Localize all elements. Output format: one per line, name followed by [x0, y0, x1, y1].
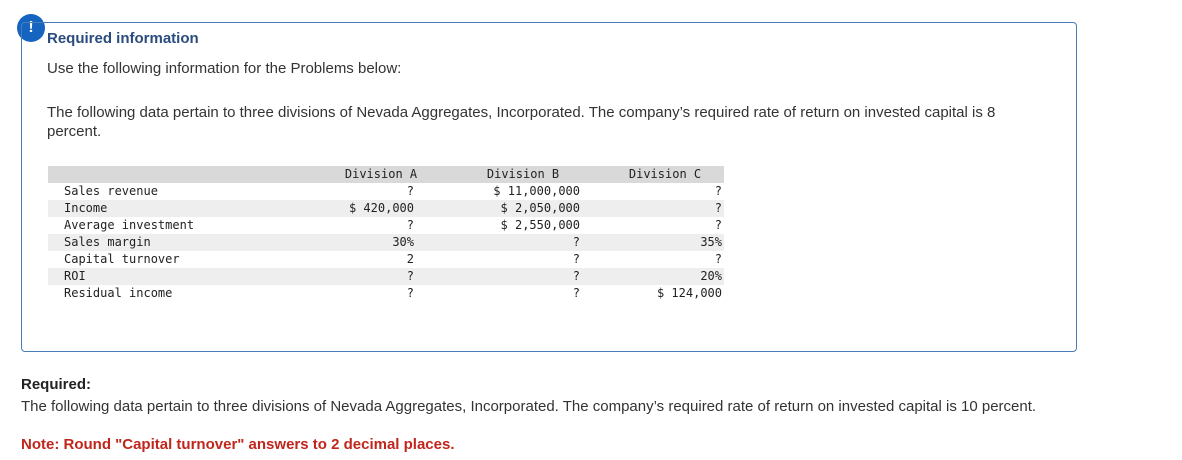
division-data-table: [48, 166, 724, 302]
division-a-value: ?: [406, 286, 414, 300]
division-b-value: $ 2,550,000: [500, 218, 580, 232]
division-a-value: ?: [406, 269, 414, 283]
table-row: [48, 234, 724, 251]
division-c-value: ?: [714, 252, 722, 266]
division-b-value: ?: [572, 252, 580, 266]
division-a-value: ?: [406, 218, 414, 232]
table-row: [48, 183, 724, 200]
division-c-value: 20%: [700, 269, 722, 283]
division-a-value: 2: [406, 252, 414, 266]
division-c-value: ?: [714, 201, 722, 215]
division-a-value: 30%: [392, 235, 414, 249]
division-b-value: ?: [572, 286, 580, 300]
table-row: [48, 200, 724, 217]
column-header-division-b: Division B: [486, 167, 560, 181]
division-c-value: 35%: [700, 235, 722, 249]
division-c-value: ?: [714, 184, 722, 198]
required-information-heading: Required information: [47, 30, 199, 47]
division-c-value: ?: [714, 218, 722, 232]
division-c-value: $ 124,000: [656, 286, 722, 300]
division-b-value: $ 11,000,000: [493, 184, 580, 198]
problem-description: The following data pertain to three divisions of Nevada Aggregates, Incorporated. The company’s required rate of return on invested capital is 8 percent.: [47, 104, 996, 140]
intro-text: Use the following information for the Problems below:: [47, 60, 402, 77]
required-heading: Required:: [21, 376, 92, 393]
required-text: The following data pertain to three divisions of Nevada Aggregates, Incorporated. The company’s required rate of return on invested capital is 10 percent.: [21, 398, 1037, 415]
exclamation-icon: !: [17, 14, 45, 42]
row-label: Residual income: [64, 286, 173, 300]
column-header-division-c: Division C: [628, 167, 702, 181]
division-b-value: $ 2,050,000: [500, 201, 580, 215]
table-row: [48, 268, 724, 285]
table-row: [48, 217, 724, 234]
column-header-division-a: Division A: [344, 167, 418, 181]
row-label: Average investment: [64, 218, 195, 232]
table-row: [48, 251, 724, 268]
division-b-value: ?: [572, 235, 580, 249]
row-label: Sales revenue: [64, 184, 158, 198]
table-row: [48, 285, 724, 302]
table-header-row: [48, 166, 724, 183]
division-b-value: ?: [572, 269, 580, 283]
row-label: Income: [64, 201, 108, 215]
row-label: Capital turnover: [64, 252, 180, 266]
division-a-value: $ 420,000: [348, 201, 414, 215]
division-a-value: ?: [406, 184, 414, 198]
row-label: Sales margin: [64, 235, 151, 249]
rounding-note: Note: Round "Capital turnover" answers to 2 decimal places.: [21, 436, 455, 453]
row-label: ROI: [64, 269, 86, 283]
